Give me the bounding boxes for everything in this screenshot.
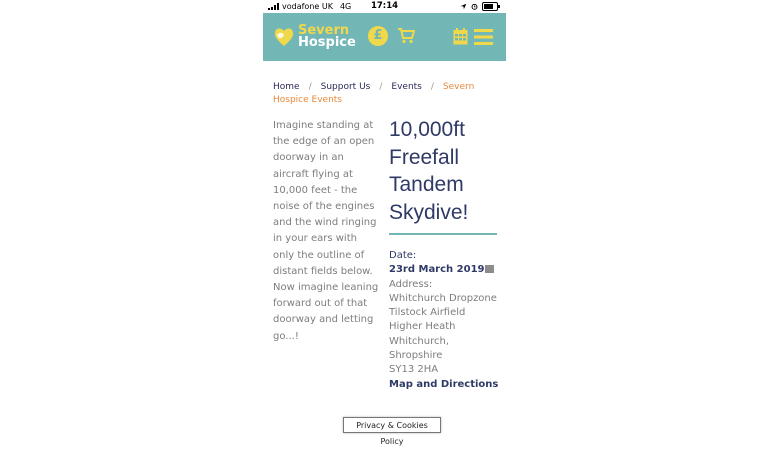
- event-details: [389, 249, 504, 392]
- hamburger-menu-icon[interactable]: [474, 29, 493, 45]
- breadcrumb-separator: /: [430, 82, 434, 92]
- heart-logo-icon: [273, 26, 295, 48]
- address-line: Whitchurch, Shropshire: [389, 335, 450, 362]
- address-line: Whitchurch Dropzone: [389, 292, 497, 304]
- map-directions-link[interactable]: Map and Directions: [389, 378, 499, 390]
- clock: 17:14: [370, 1, 399, 11]
- breadcrumb-current: Severn Hospice Events: [273, 82, 475, 105]
- event-description: Imagine standing at the edge of an open doorway in an aircraft flying at 10,000 feet - the noise of the engines and the wind ringing in your ears with only the outline of distant fields below. Now imagine leaning forward out of that doorway and letting go...!: [273, 120, 379, 342]
- battery-icon: [482, 2, 498, 11]
- site-header: [263, 13, 506, 61]
- address-line: Higher Heath: [389, 321, 456, 333]
- alarm-icon: [471, 3, 478, 10]
- calendar-add-icon[interactable]: [485, 265, 494, 273]
- address-line: Tilstock Airfield: [389, 307, 466, 319]
- site-logo[interactable]: [273, 25, 356, 49]
- breadcrumb-separator: /: [308, 82, 312, 92]
- address-line: SY13 2HA: [389, 364, 439, 376]
- date-label: Date:: [389, 250, 417, 261]
- title-divider: [389, 233, 497, 235]
- shopping-cart-icon[interactable]: [397, 27, 415, 44]
- date-row: [389, 263, 504, 277]
- logo-line-1: Severn: [298, 23, 350, 38]
- address-label: Address:: [389, 278, 433, 290]
- donate-button[interactable]: £: [368, 26, 388, 46]
- network-type: 4G: [339, 2, 352, 11]
- breadcrumb-events[interactable]: Events: [391, 82, 422, 92]
- breadcrumb-separator: /: [379, 82, 383, 92]
- carrier-name: vodafone UK: [282, 2, 333, 11]
- breadcrumb-support-us[interactable]: Support Us: [320, 82, 371, 92]
- phone-screen: [263, 0, 506, 433]
- cookie-policy-button[interactable]: Privacy & Cookies Policy: [343, 417, 441, 433]
- calendar-icon[interactable]: [453, 28, 468, 45]
- event-title: 10,000ft Freefall Tandem Skydive!: [389, 118, 469, 224]
- date-value: 23rd March 2019: [389, 264, 485, 276]
- breadcrumb-home[interactable]: Home: [273, 82, 300, 92]
- status-bar: [263, 0, 506, 13]
- location-icon: [460, 3, 467, 10]
- logo-line-2: Hospice: [298, 35, 356, 50]
- breadcrumb: [273, 81, 498, 107]
